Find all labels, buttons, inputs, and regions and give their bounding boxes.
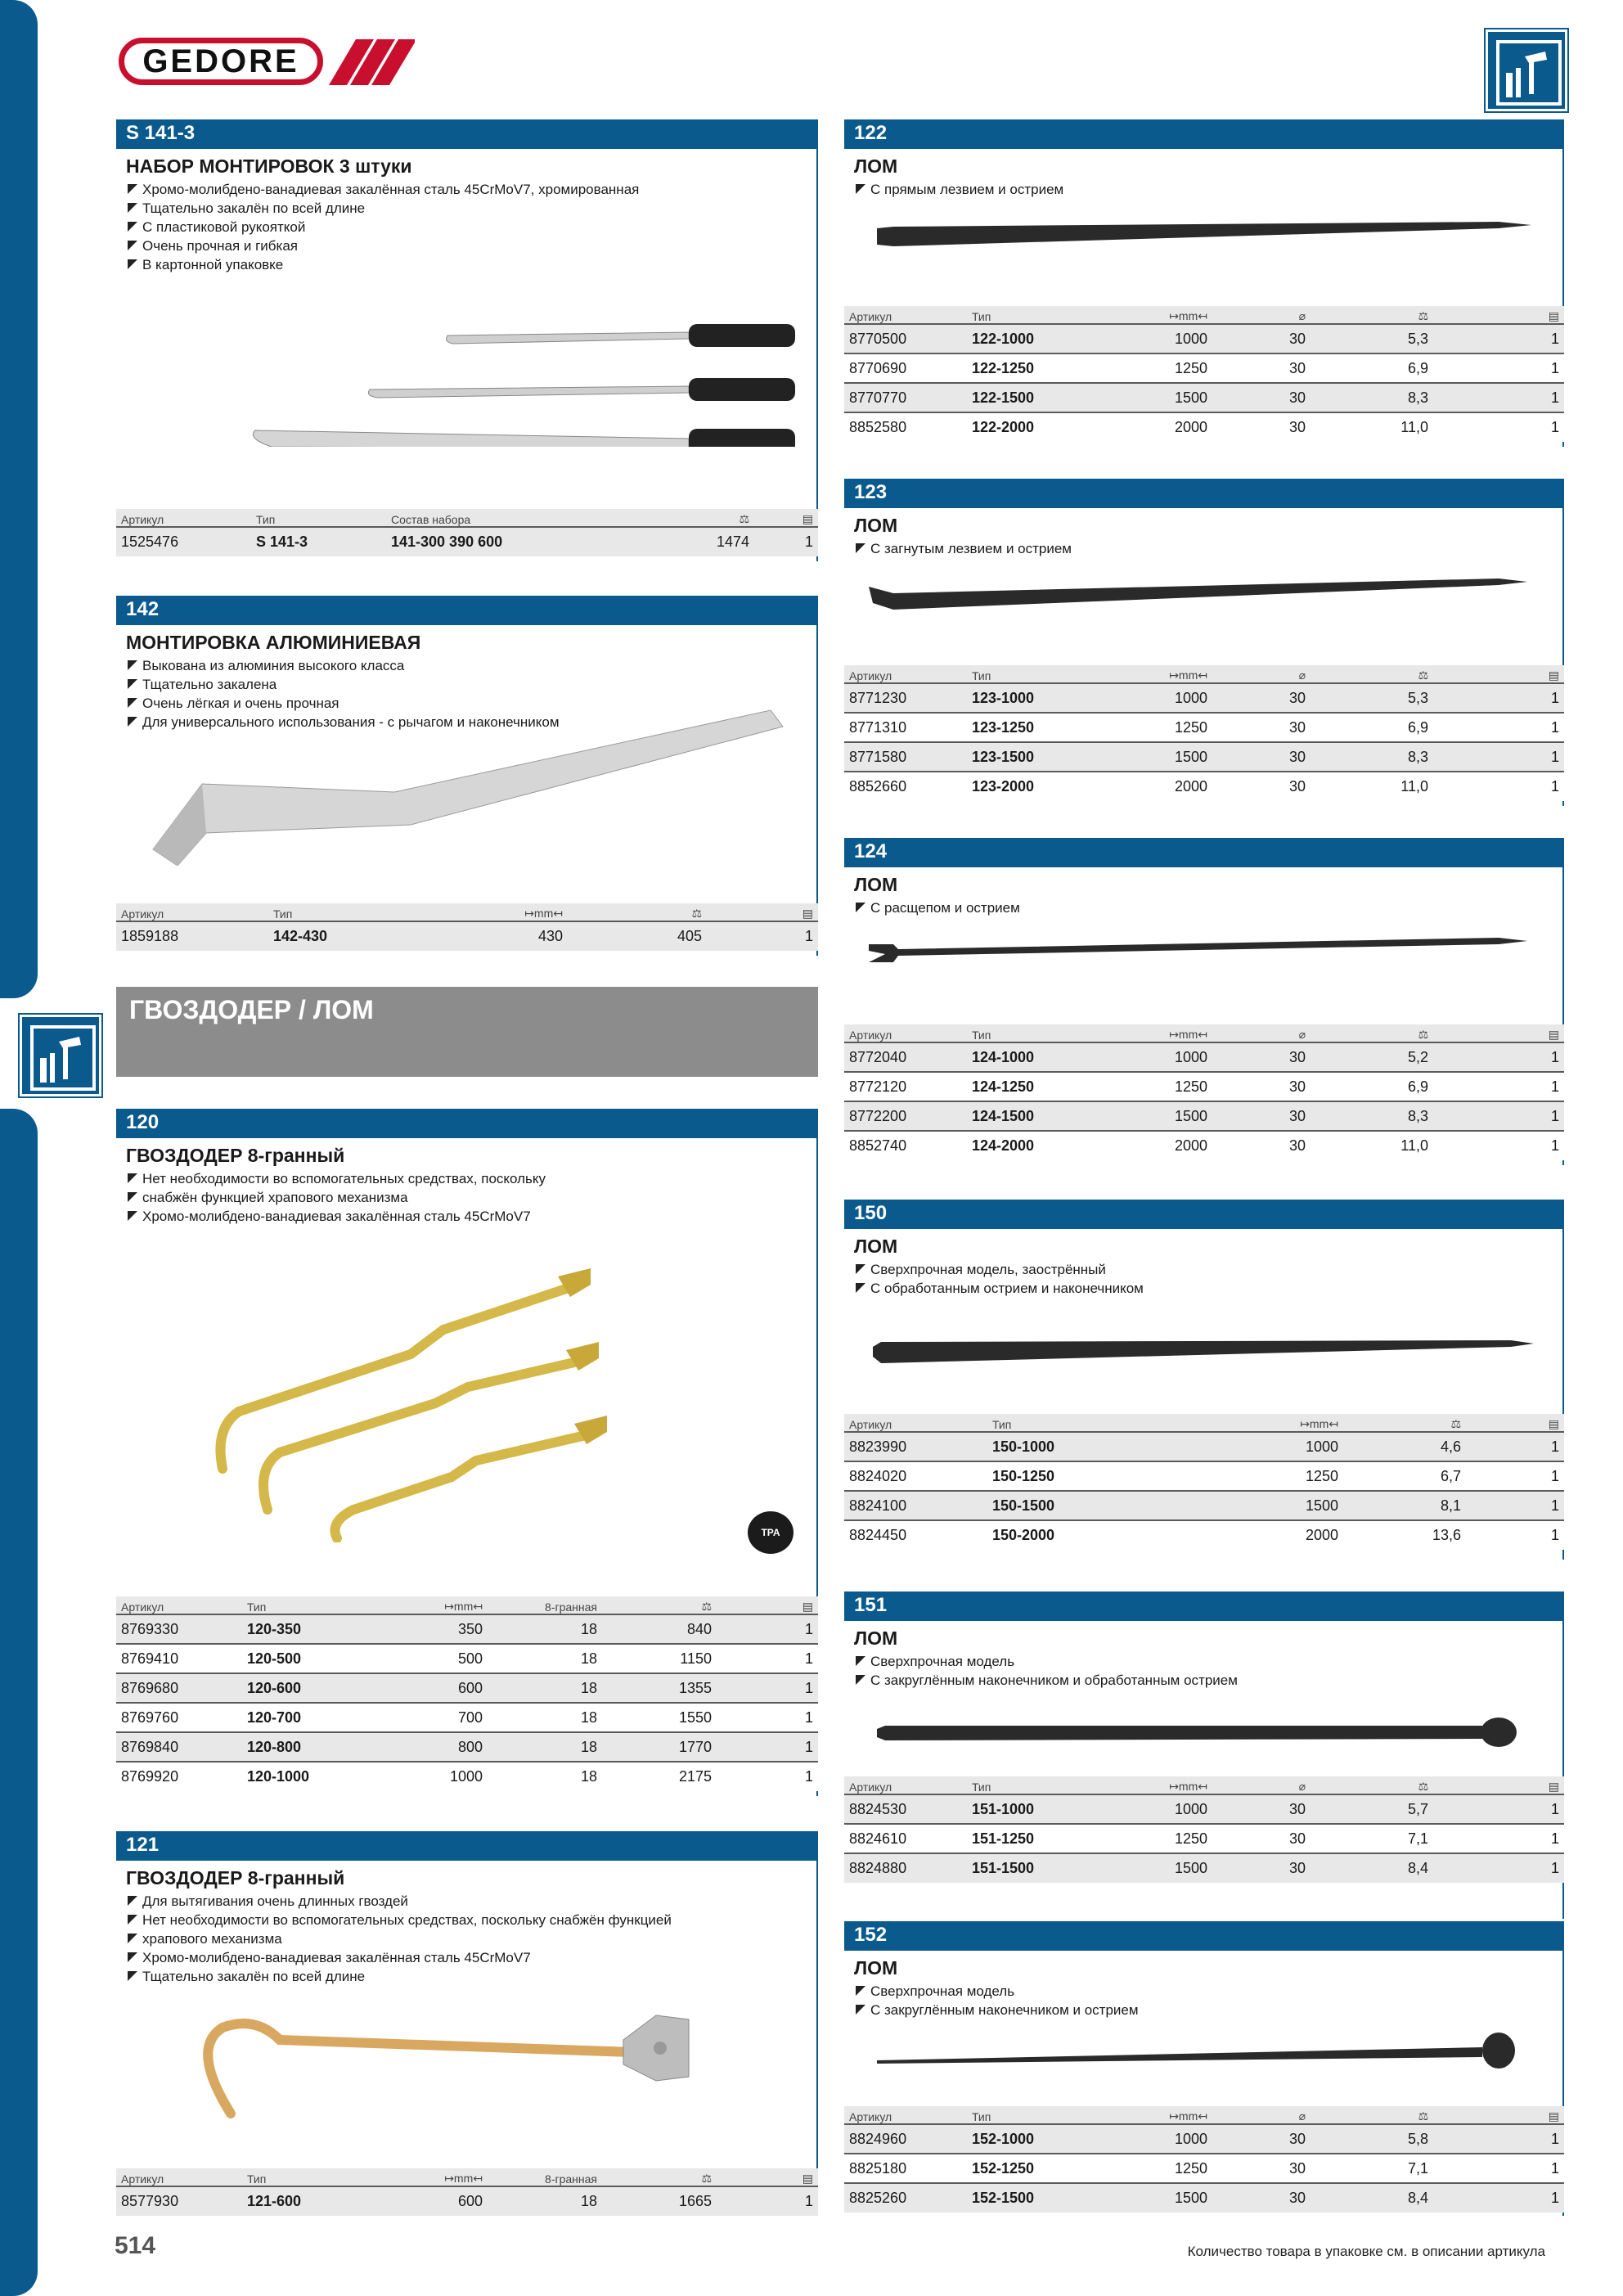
side-tab-top (0, 0, 38, 998)
col-header-article: Артикул (116, 509, 251, 527)
table-row: 8769410 120-500 500 18 1150 1 (116, 1644, 818, 1673)
feature-list (854, 898, 1562, 917)
col-header-article: Артикул (844, 665, 967, 683)
table-row: 8852660 123-2000 2000 30 11,0 1 (844, 772, 1564, 801)
crowbar-bent-image (869, 570, 1531, 619)
crowbar-pointed-rounded-image (877, 2028, 1531, 2077)
col-header-type: Тип (967, 665, 1090, 683)
col-header-type: Тип (967, 1776, 1090, 1794)
col-header-length: ↦mm↤ (368, 1596, 488, 1614)
col-header-pack: ▤ (1433, 306, 1564, 324)
col-header-pack: ▤ (754, 509, 818, 527)
section-title: ЛОМ (854, 155, 898, 177)
col-header-length: ↦mm↤ (1131, 1414, 1343, 1432)
crowbar-rounded-end-image (877, 1714, 1531, 1755)
col-header-weight: ⚖ (1311, 2106, 1433, 2124)
crowbar-split-image (869, 930, 1531, 979)
section-120 (116, 1109, 818, 1796)
footer-note: Количество товара в упаковке см. в описании артикула (1187, 2244, 1545, 2259)
feature-item: В картонной упаковке (126, 255, 816, 274)
product-table (116, 903, 818, 951)
category-title: ГВОЗДОДЕР / ЛОМ (116, 987, 818, 1077)
section-150 (844, 1200, 1564, 1560)
tire-lever-set-image (133, 308, 803, 447)
col-header-type: Тип (242, 2168, 368, 2186)
long-nail-puller-image (165, 1999, 754, 2122)
feature-item: С расщепом и острием (854, 898, 1562, 917)
product-table (844, 665, 1564, 801)
product-table (116, 2168, 818, 2216)
table-row: 8824020 150-1250 1250 6,7 1 (844, 1461, 1564, 1491)
col-header-length: ↦mm↤ (1090, 1024, 1212, 1042)
section-title: ЛОМ (854, 1236, 898, 1257)
col-header-type: Тип (268, 903, 420, 921)
col-header-weight: ⚖ (602, 1596, 717, 1614)
table-row: 8772040 124-1000 1000 30 5,2 1 (844, 1042, 1564, 1072)
page-number: 514 (115, 2232, 156, 2259)
section-code: 142 (116, 596, 818, 625)
section-code: 123 (844, 479, 1564, 508)
col-header-diameter: ⌀ (1212, 1776, 1311, 1794)
gedore-logo: GEDORE (119, 38, 323, 85)
product-table (844, 1024, 1564, 1160)
tpa-badge: TPA (748, 1511, 794, 1554)
feature-item: С загнутым лезвием и острием (854, 539, 1562, 558)
product-table (116, 509, 818, 556)
col-header-weight: ⚖ (1343, 1414, 1466, 1432)
feature-item: Очень лёгкая и очень прочная (126, 694, 816, 713)
feature-list (854, 1982, 1562, 2019)
feature-item: снабжён функцией храпового механизма (126, 1188, 816, 1207)
section-code: 120 (116, 1109, 818, 1138)
col-header-diameter: ⌀ (1212, 665, 1311, 683)
table-row: 8823990 150-1000 1000 4,6 1 (844, 1432, 1564, 1461)
col-header-type: Тип (242, 1596, 368, 1614)
section-title: ЛОМ (854, 874, 898, 895)
col-header-pack: ▤ (707, 903, 818, 921)
table-row: 8769840 120-800 800 18 1770 1 (116, 1732, 818, 1762)
section-code: 150 (844, 1200, 1564, 1229)
product-table (844, 306, 1564, 442)
col-header-pack: ▤ (1466, 1414, 1564, 1432)
feature-list (854, 539, 1562, 558)
section-code: 122 (844, 119, 1564, 149)
section-title: НАБОР МОНТИРОВОК 3 штуки (126, 155, 412, 177)
col-header-pack: ▤ (1433, 2106, 1564, 2124)
category-icon (1486, 29, 1567, 111)
category-icon-side (20, 1015, 101, 1096)
col-header-weight: ⚖ (1311, 306, 1433, 324)
col-header-pack: ▤ (717, 2168, 818, 2186)
section-code: 151 (844, 1591, 1564, 1621)
col-header-article: Артикул (844, 306, 967, 324)
col-header-type: Тип (987, 1414, 1131, 1432)
logo-stripes (329, 39, 415, 85)
feature-item: Нет необходимости во вспомогательных средствах, поскольку снабжён функцией (126, 1911, 816, 1929)
table-row: 8772120 124-1250 1250 30 6,9 1 (844, 1072, 1564, 1101)
feature-item: Хромо-молибдено-ванадиевая закалённая сталь 45CrMoV7, хромированная (126, 180, 816, 199)
col-header-article: Артикул (844, 2106, 967, 2124)
crowbar-heavy-image (873, 1330, 1535, 1371)
feature-item: храпового механизма (126, 1929, 816, 1948)
section-title: ГВОЗДОДЕР 8-гранный (126, 1867, 345, 1889)
feature-list (126, 180, 816, 274)
feature-item: С обработанным острием и наконечником (854, 1279, 1562, 1298)
feature-item: С закруглённым наконечником и острием (854, 2001, 1562, 2019)
col-header-type: Тип (967, 306, 1090, 324)
feature-item: Нет необходимости во вспомогательных средствах, поскольку (126, 1169, 816, 1188)
col-header-article: Артикул (844, 1776, 967, 1794)
section-title: МОНТИРОВКА АЛЮМИНИЕВАЯ (126, 632, 421, 653)
crowbar-straight-image (877, 214, 1531, 254)
table-row: 8769760 120-700 700 18 1550 1 (116, 1703, 818, 1732)
col-header-length: ↦mm↤ (420, 903, 568, 921)
col-header-pack: ▤ (1433, 1776, 1564, 1794)
col-header-length: ↦mm↤ (1090, 665, 1212, 683)
table-row: 8771310 123-1250 1250 30 6,9 1 (844, 713, 1564, 742)
section-title: ЛОМ (854, 1627, 898, 1649)
col-header-weight: ⚖ (1311, 1024, 1433, 1042)
table-row: 8769680 120-600 600 18 1355 1 (116, 1673, 818, 1703)
feature-item: Для вытягивания очень длинных гвоздей (126, 1892, 816, 1911)
col-header-length: ↦mm↤ (1090, 1776, 1212, 1794)
section-151 (844, 1591, 1564, 1919)
table-row: 8769920 120-1000 1000 18 2175 1 (116, 1762, 818, 1791)
section-s141-3 (116, 119, 818, 561)
nail-puller-set-image (165, 1231, 738, 1542)
table-row: 1859188 142-430 430 405 1 (116, 921, 818, 951)
col-header-type: Тип (967, 1024, 1090, 1042)
col-header-pack: ▤ (717, 1596, 818, 1614)
table-row: 8852740 124-2000 2000 30 11,0 1 (844, 1131, 1564, 1160)
feature-item: Хромо-молибдено-ванадиевая закалённая сталь 45CrMoV7 (126, 1948, 816, 1967)
feature-item: Тщательно закалён по всей длине (126, 1967, 816, 1986)
table-row: 8770500 122-1000 1000 30 5,3 1 (844, 324, 1564, 353)
section-123 (844, 479, 1564, 806)
section-code: 124 (844, 838, 1564, 867)
feature-list (854, 1652, 1562, 1690)
feature-item: Для универсального использования - с рычагом и наконечником (126, 713, 816, 732)
col-header-weight: ⚖ (602, 2168, 717, 2186)
section-title: ЛОМ (854, 1957, 898, 1979)
table-row: 8852580 122-2000 2000 30 11,0 1 (844, 412, 1564, 442)
product-table (844, 1776, 1564, 1883)
col-header-article: Артикул (116, 903, 268, 921)
section-code: 152 (844, 1921, 1564, 1951)
col-header-length: ↦mm↤ (368, 2168, 488, 2186)
table-row: 8825260 152-1500 1500 30 8,4 1 (844, 2183, 1564, 2213)
table-row: 8771230 123-1000 1000 30 5,3 1 (844, 683, 1564, 713)
col-header-article: Артикул (116, 2168, 242, 2186)
feature-item: С закруглённым наконечником и обработанным острием (854, 1671, 1562, 1690)
col-header-article: Артикул (844, 1024, 967, 1042)
feature-item: С пластиковой рукояткой (126, 218, 816, 236)
table-row: 8771580 123-1500 1500 30 8,3 1 (844, 742, 1564, 772)
table-row: 8824880 151-1500 1500 30 8,4 1 (844, 1853, 1564, 1883)
col-header-length: ↦mm↤ (1090, 2106, 1212, 2124)
col-header-article: Артикул (116, 1596, 242, 1614)
table-row: 8824530 151-1000 1000 30 5,7 1 (844, 1794, 1564, 1824)
col-header-length: ↦mm↤ (1090, 306, 1212, 324)
feature-item: Тщательно закалён по всей длине (126, 199, 816, 218)
product-table (844, 1414, 1564, 1550)
feature-item: Тщательно закалена (126, 675, 816, 694)
table-row: 1525476 S 141-3 141-300 390 600 1474 1 (116, 527, 818, 556)
product-table (844, 2106, 1564, 2213)
section-142 (116, 596, 818, 956)
col-header-weight: ⚖ (1311, 665, 1433, 683)
table-row: 8824100 150-1500 1500 8,1 1 (844, 1491, 1564, 1520)
side-tab-bottom (0, 1109, 38, 2296)
table-row: 8772200 124-1500 1500 30 8,3 1 (844, 1101, 1564, 1131)
section-code: S 141-3 (116, 119, 818, 149)
section-152 (844, 1921, 1564, 2216)
section-122 (844, 119, 1564, 447)
col-header-pack: ▤ (1433, 665, 1564, 683)
col-header-article: Артикул (844, 1414, 987, 1432)
feature-item: Сверхпрочная модель (854, 1652, 1562, 1671)
col-header-type: Тип (251, 509, 386, 527)
col-header-octagon: 8-гранная (488, 2168, 602, 2186)
feature-item: Сверхпрочная модель (854, 1982, 1562, 2001)
table-row: 8824450 150-2000 2000 13,6 1 (844, 1520, 1564, 1550)
col-header-weight: ⚖ (632, 509, 754, 527)
section-121 (116, 1831, 818, 2216)
col-header-weight: ⚖ (1311, 1776, 1433, 1794)
table-row: 8824960 152-1000 1000 30 5,8 1 (844, 2124, 1564, 2154)
col-header-type: Тип (967, 2106, 1090, 2124)
feature-item: Сверхпрочная модель, заострённый (854, 1260, 1562, 1279)
feature-item: Хромо-молибдено-ванадиевая закалённая сталь 45CrMoV7 (126, 1207, 816, 1226)
col-header-set: Состав набора (386, 509, 632, 527)
feature-list (126, 1169, 816, 1226)
col-header-pack: ▤ (1433, 1024, 1564, 1042)
section-title: ЛОМ (854, 515, 898, 536)
aluminium-bar-image (149, 702, 803, 866)
feature-item: С прямым лезвием и острием (854, 180, 1562, 199)
table-row: 8825180 152-1250 1250 30 7,1 1 (844, 2154, 1564, 2183)
section-code: 121 (116, 1831, 818, 1861)
product-table (116, 1596, 818, 1791)
feature-list (854, 1260, 1562, 1298)
col-header-weight: ⚖ (568, 903, 707, 921)
col-header-diameter: ⌀ (1212, 1024, 1311, 1042)
col-header-diameter: ⌀ (1212, 2106, 1311, 2124)
feature-list (126, 1892, 816, 1986)
col-header-diameter: ⌀ (1212, 306, 1311, 324)
feature-item: Очень прочная и гибкая (126, 236, 816, 255)
table-row: 8770690 122-1250 1250 30 6,9 1 (844, 353, 1564, 383)
section-title: ГВОЗДОДЕР 8-гранный (126, 1145, 345, 1166)
table-row: 8577930 121-600 600 18 1665 1 (116, 2186, 818, 2216)
feature-list (854, 180, 1562, 199)
col-header-octagon: 8-гранная (488, 1596, 602, 1614)
table-row: 8769330 120-350 350 18 840 1 (116, 1614, 818, 1644)
table-row: 8824610 151-1250 1250 30 7,1 1 (844, 1824, 1564, 1853)
section-124 (844, 838, 1564, 1165)
feature-item: Выкована из алюминия высокого класса (126, 656, 816, 675)
table-row: 8770770 122-1500 1500 30 8,3 1 (844, 383, 1564, 412)
